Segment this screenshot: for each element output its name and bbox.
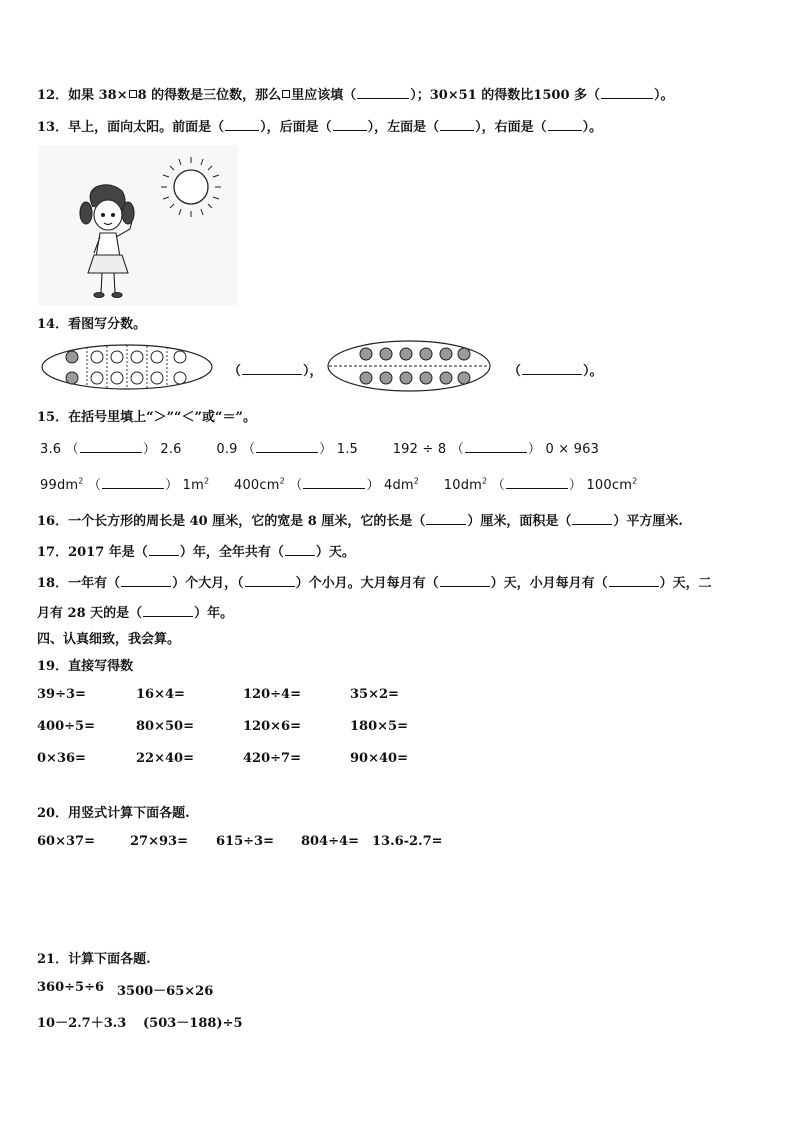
q19-cell: 120×6= [243,719,301,734]
girl-and-sun-illustration [38,145,238,305]
answer-blank[interactable] [256,440,318,453]
answer-blank[interactable] [548,118,582,131]
answer-blank[interactable] [572,512,612,525]
q19-cell: 39÷3= [37,687,86,702]
q19-cell: 420÷7= [243,751,301,766]
answer-blank[interactable] [506,476,568,489]
answer-blank[interactable] [609,574,659,587]
question-14-answer-1: （ ）， [228,364,323,379]
question-19-title: 19．直接写得数 [37,659,134,674]
q19-cell: 16×4= [136,687,185,702]
answer-blank[interactable] [80,440,142,453]
answer-blank[interactable] [522,362,582,375]
square-placeholder-icon [282,90,290,98]
question-16: 16．一个长方形的周长是 40 厘米，它的宽是 8 厘米，它的长是（ ）厘米，面积是（ ）平方厘米. [37,514,683,529]
q20-item: 13.6-2.7= [372,834,443,849]
q21-item: 10－2.7＋3.3 [37,1016,127,1031]
question-18-line-1: 18．一年有（ ）个大月，（ ）个小月。大月每月有（ ）天，小月每月有（ ）天，二 [37,576,712,591]
q20-item: 615÷3= [216,834,274,849]
q19-cell: 0×36= [37,751,86,766]
question-14-answer-2: （ ）。 [508,364,603,379]
square-placeholder-icon [129,90,137,98]
q19-cell: 80×50= [136,719,194,734]
q19-cell: 22×40= [136,751,194,766]
answer-blank[interactable] [333,118,367,131]
question-20-title: 20．用竖式计算下面各题. [37,806,190,821]
question-13: 13．早上，面向太阳。前面是（ ），后面是（ ），左面是（ ），右面是（ ）。 [37,120,603,135]
answer-blank[interactable] [121,574,171,587]
q20-item: 60×37= [37,834,95,849]
answer-blank[interactable] [143,604,193,617]
fraction-oval-figure-2 [326,338,492,394]
answer-blank[interactable] [465,440,527,453]
q19-cell: 400÷5= [37,719,95,734]
q19-cell: 180×5= [350,719,408,734]
question-14-title: 14．看图写分数。 [37,317,147,332]
answer-blank[interactable] [242,362,302,375]
question-15-row-1: 3.6 （ ） 2.6 0.9 （ ） 1.5 192 ÷ 8 （ ） 0 × 963 [40,442,600,457]
answer-blank[interactable] [245,574,295,587]
question-15-row-2: $99dm^2$ （ ） $1m^2$ $400cm^2$ （ ） $4dm^2$ $10dm^2$ （ ） $100cm^2$ [40,476,638,493]
answer-blank[interactable] [440,118,474,131]
question-21-title: 21．计算下面各题. [37,952,151,967]
question-15-title: 15．在括号里填上“＞”“＜”或“＝”。 [37,410,256,425]
answer-blank[interactable] [357,86,409,99]
fraction-oval-figure-1 [40,342,214,392]
q20-item: 804÷4= [301,834,359,849]
question-12: 12．如果 38× 8 的得数是三位数，那么 里应该填（ ）；30×51 的得数比1500 多（ ）。 [37,88,674,103]
answer-blank[interactable] [102,476,164,489]
question-18-line-2: 月有 28 天的是（ ）年。 [37,606,234,621]
answer-blank[interactable] [426,512,466,525]
q21-item: (503－188)÷5 [143,1016,243,1031]
answer-blank[interactable] [149,543,179,556]
answer-blank[interactable] [303,476,365,489]
q20-item: 27×93= [130,834,188,849]
answer-blank[interactable] [440,574,490,587]
q19-cell: 35×2= [350,687,399,702]
answer-blank[interactable] [601,86,653,99]
q21-item: 360÷5÷6 [37,980,105,995]
q21-item: 3500－65×26 [117,984,214,999]
q19-cell: 120÷4= [243,687,301,702]
section-4-heading: 四、认真细致，我会算。 [37,632,181,647]
answer-blank[interactable] [225,118,259,131]
question-17: 17．2017 年是（ ）年，全年共有（ ）天。 [37,545,355,560]
q19-cell: 90×40= [350,751,408,766]
answer-blank[interactable] [285,543,315,556]
